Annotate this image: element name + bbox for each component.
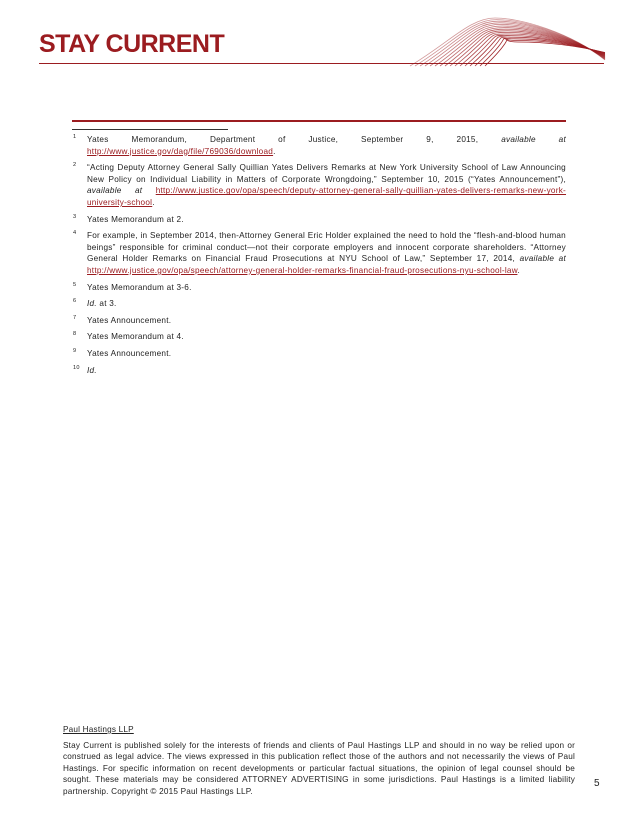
footnote-number: 10 bbox=[73, 364, 80, 371]
page-number: 5 bbox=[594, 778, 600, 789]
footnote bbox=[72, 282, 566, 294]
footnote bbox=[72, 365, 566, 377]
footnote-text bbox=[142, 186, 155, 195]
header-rule bbox=[39, 63, 604, 64]
content-top-rule bbox=[72, 120, 566, 122]
footnote-number: 1 bbox=[73, 134, 77, 140]
footnote-separator bbox=[72, 129, 228, 130]
footer bbox=[63, 724, 575, 798]
footnote-link[interactable]: http://www.justice.gov/opa/speech/attorney-general-holder-remarks-financial-fraud-prosecutions-nyu-school-law bbox=[87, 265, 518, 275]
footnote-text: at 3. bbox=[96, 299, 117, 309]
footnote-text: Yates Memorandum at 3-6. bbox=[87, 282, 192, 292]
footer-disclaimer: Stay Current is published solely for the interests of friends and clients of Paul Hastings LLP and should in no way be relied upon or construed as legal advice. The views expressed in this publication reflect those of the authors and not necessarily the views of Paul Hastings. For specific information on recent developments or particular factual situations, the opinion of legal counsel should be sought. These materials may be considered ATTORNEY ADVERTISING in some jurisdictions. Paul Hastings is a limited liability partnership. Copyright © 2015 Paul Hastings LLP. bbox=[63, 740, 575, 796]
footnote-text: Yates Memorandum, Department of Justice, September 9, 2015, bbox=[87, 135, 502, 144]
footnote bbox=[72, 315, 566, 327]
footnote-number: 3 bbox=[73, 213, 77, 220]
footer-title: Paul Hastings LLP bbox=[63, 725, 134, 734]
footnote-number: 5 bbox=[73, 281, 77, 288]
footnote-number: 4 bbox=[73, 230, 77, 237]
footnote-link[interactable]: http://www.justice.gov/opa/speech/deputy-attorney-general-sally-quillian-yates-delivers-remarks-new-york-university-school bbox=[87, 186, 567, 207]
footnote-number: 7 bbox=[73, 314, 77, 321]
footnote-number: 2 bbox=[73, 162, 77, 169]
footnote bbox=[72, 134, 566, 157]
footnote-italic-text: Id. bbox=[87, 365, 97, 375]
footnote-link[interactable]: http://www.justice.gov/dag/file/769036/download bbox=[87, 146, 274, 156]
footnote-text: Yates Announcement. bbox=[87, 315, 172, 325]
footnote-number: 6 bbox=[73, 298, 77, 305]
footnote-text: Yates Memorandum at 4. bbox=[87, 332, 184, 342]
footnote-italic-text: Id. bbox=[87, 299, 97, 309]
footnote bbox=[72, 230, 566, 276]
footnote-text: Yates Announcement. bbox=[87, 348, 172, 358]
header-wave-graphic bbox=[400, 12, 610, 68]
footnote bbox=[72, 331, 566, 343]
footnote bbox=[72, 162, 566, 208]
header-title: STAY CURRENT bbox=[39, 30, 225, 58]
footnote-text: Yates Memorandum at 2. bbox=[87, 214, 184, 224]
footnote-text: . bbox=[517, 265, 520, 275]
footnote-italic-text: available at bbox=[87, 186, 143, 196]
footnote-number: 8 bbox=[73, 331, 77, 338]
footnote-text: “Acting Deputy Attorney General Sally Quillian Yates Delivers Remarks at New York University School of Law Announcing New Policy on Individual Liability in Matters of Corporate Wrongdoing,” September 10, 2015 (“Yates Announcement”), bbox=[87, 163, 566, 184]
footnote bbox=[72, 214, 566, 226]
footnote-text: For example, in September 2014, then-Attorney General Eric Holder explained the need to hold the “flesh-and-blood human beings” responsible for criminal conduct—not their corporate employers and innocent corporate shareholders. “Attorney General Holder Remarks on Financial Fraud Prosecutions at NYU School of Law,” September 17, 2014, bbox=[87, 231, 566, 264]
footnote-text: . bbox=[152, 197, 155, 207]
footnote-italic-text: available at bbox=[519, 254, 566, 264]
footnote-italic-text: available at bbox=[501, 135, 567, 144]
footnote bbox=[72, 298, 566, 310]
footnotes-list bbox=[72, 134, 566, 381]
footnote-text: . bbox=[273, 146, 276, 156]
footnote-number: 9 bbox=[73, 347, 77, 354]
footnote bbox=[72, 348, 566, 360]
